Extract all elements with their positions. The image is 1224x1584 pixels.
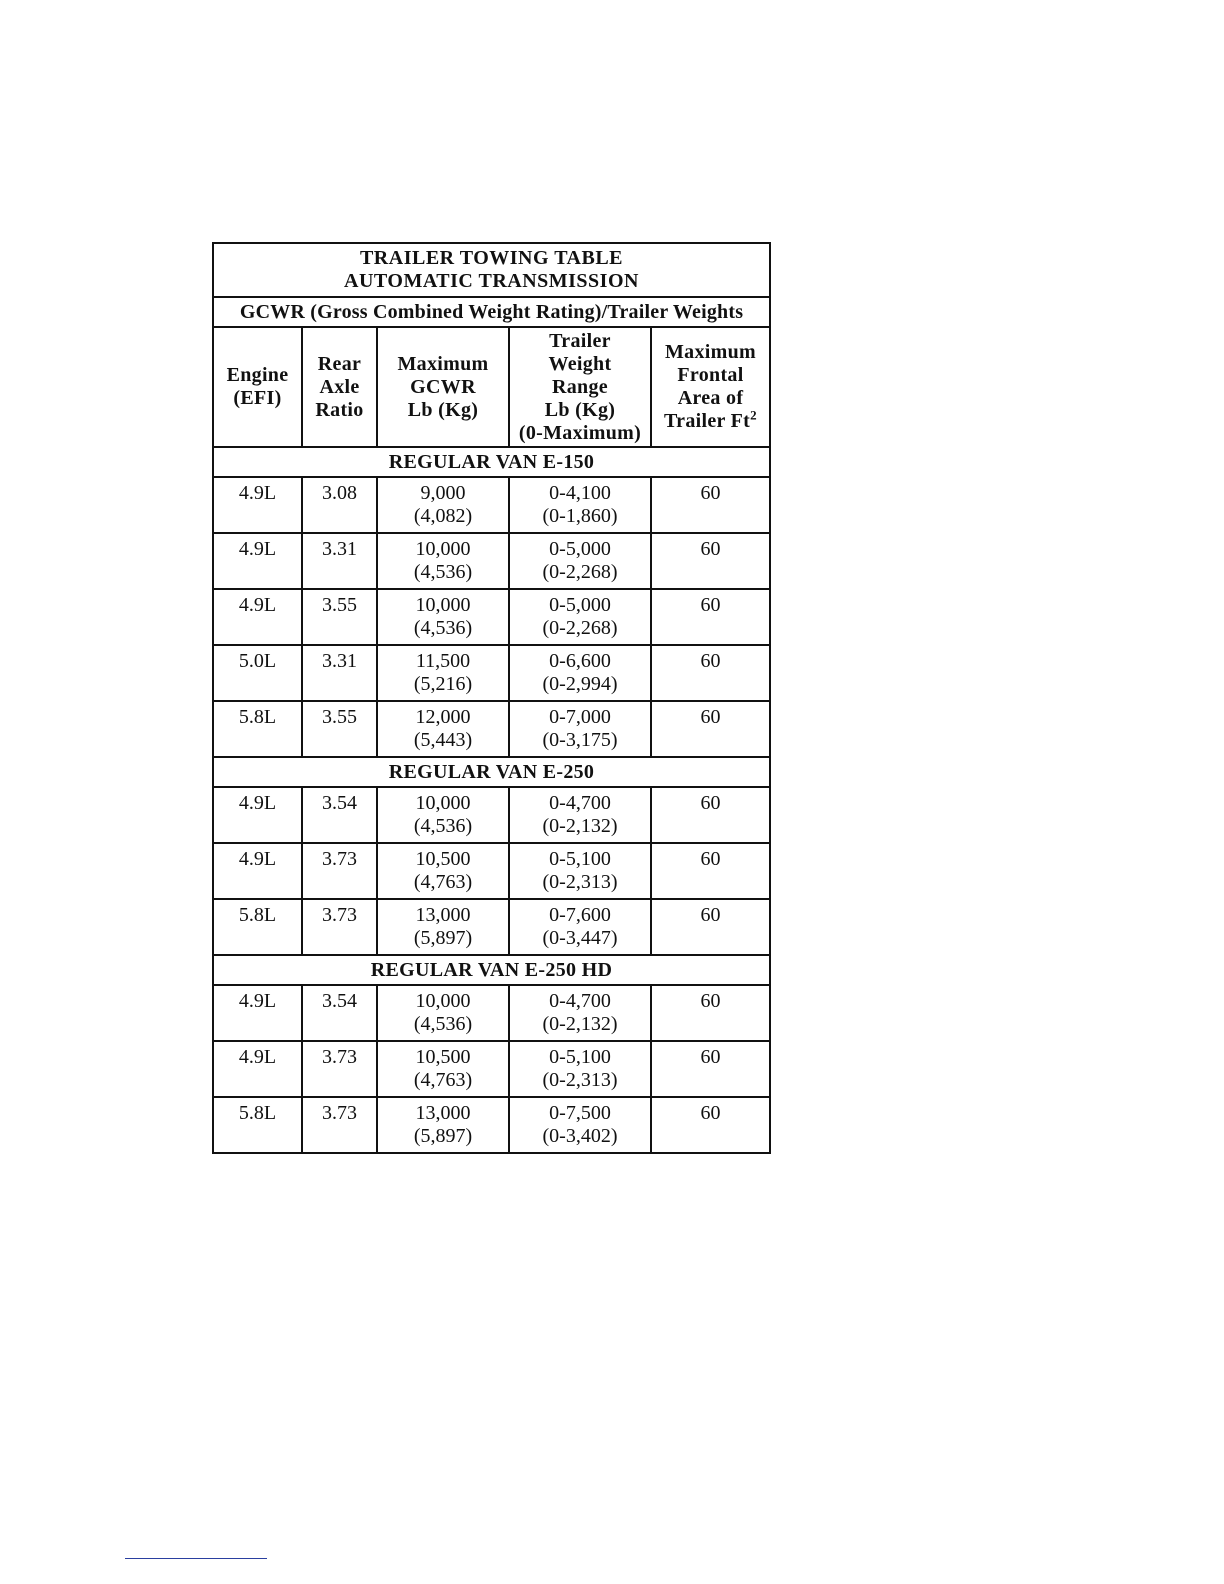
max-gcwr-cell-gcwr-lb: 13,000 xyxy=(415,904,471,926)
table-row xyxy=(213,1041,770,1097)
footnote-rule xyxy=(125,1558,267,1559)
max-gcwr-cell-gcwr-kg: (4,536) xyxy=(413,617,473,639)
max-gcwr-cell-gcwr-kg: (4,536) xyxy=(413,561,473,583)
max-gcwr-cell xyxy=(377,701,509,757)
max-gcwr-cell-gcwr-lb: 10,000 xyxy=(415,792,471,814)
engine-cell-engine: 5.8L xyxy=(238,706,277,728)
frontal-area-cell-frontal: 60 xyxy=(700,650,721,672)
trailer-weight-cell xyxy=(509,1097,651,1153)
trailer-weight-cell xyxy=(509,477,651,533)
axle-ratio-cell xyxy=(302,899,377,955)
axle-ratio-cell-axle: 3.54 xyxy=(322,990,357,1012)
engine-cell xyxy=(213,1097,302,1153)
max-gcwr-cell-gcwr-kg: (4,763) xyxy=(413,871,473,893)
frontal-area-cell xyxy=(651,985,770,1041)
trailer-weight-cell-trailer-lb: 0-4,100 xyxy=(549,482,611,504)
header-frontal-last: Trailer Ft xyxy=(664,410,751,432)
header-engine xyxy=(213,327,302,447)
engine-cell xyxy=(213,701,302,757)
engine-cell-engine: 4.9L xyxy=(238,538,277,560)
frontal-area-cell xyxy=(651,477,770,533)
frontal-area-cell-frontal: 60 xyxy=(700,594,721,616)
header-frontal-line: Frontal xyxy=(677,364,744,386)
table-row xyxy=(213,589,770,645)
frontal-area-cell xyxy=(651,701,770,757)
max-gcwr-cell-gcwr-lb: 10,500 xyxy=(415,1046,471,1068)
max-gcwr-cell-gcwr-lb: 10,000 xyxy=(415,990,471,1012)
max-gcwr-cell-gcwr-lb: 10,500 xyxy=(415,848,471,870)
axle-ratio-cell-axle: 3.54 xyxy=(322,792,357,814)
section-row xyxy=(213,757,770,787)
axle-ratio-cell-axle: 3.73 xyxy=(322,1046,357,1068)
frontal-area-cell xyxy=(651,843,770,899)
axle-ratio-cell-axle: 3.31 xyxy=(322,650,357,672)
frontal-area-cell xyxy=(651,645,770,701)
max-gcwr-cell-gcwr-kg: (4,763) xyxy=(413,1069,473,1091)
header-frontal-line: Maximum xyxy=(665,341,756,363)
trailer-weight-cell-trailer-lb: 0-7,600 xyxy=(549,904,611,926)
max-gcwr-cell-gcwr-kg: (5,216) xyxy=(413,673,473,695)
axle-ratio-cell xyxy=(302,1041,377,1097)
table-title-line-1: TRAILER TOWING TABLE xyxy=(359,247,624,269)
max-gcwr-cell xyxy=(377,843,509,899)
engine-cell xyxy=(213,589,302,645)
trailer-weight-cell xyxy=(509,533,651,589)
trailer-weight-cell-trailer-kg: (0-2,313) xyxy=(542,1069,618,1091)
frontal-area-cell xyxy=(651,1041,770,1097)
trailer-weight-cell xyxy=(509,645,651,701)
header-frontal-superscript: 2 xyxy=(750,407,757,423)
header-gcwr-line: Lb (Kg) xyxy=(407,398,479,421)
max-gcwr-cell xyxy=(377,533,509,589)
frontal-area-cell-frontal: 60 xyxy=(700,538,721,560)
trailer-weight-cell xyxy=(509,985,651,1041)
axle-ratio-cell-axle: 3.73 xyxy=(322,848,357,870)
table-row xyxy=(213,985,770,1041)
table-title-line-2: AUTOMATIC TRANSMISSION xyxy=(344,270,639,292)
header-trailer-weight xyxy=(509,327,651,447)
axle-ratio-cell xyxy=(302,843,377,899)
max-gcwr-cell xyxy=(377,589,509,645)
header-trailer-line: Trailer xyxy=(549,329,611,352)
trailer-towing-table xyxy=(212,242,771,1154)
axle-ratio-cell-axle: 3.55 xyxy=(322,706,357,728)
engine-cell-engine: 4.9L xyxy=(238,482,277,504)
max-gcwr-cell xyxy=(377,645,509,701)
table-row xyxy=(213,533,770,589)
max-gcwr-cell xyxy=(377,787,509,843)
section-row xyxy=(213,955,770,985)
table-row xyxy=(213,701,770,757)
engine-cell xyxy=(213,645,302,701)
trailer-weight-cell-trailer-kg: (0-2,132) xyxy=(542,815,618,837)
trailer-weight-cell-trailer-lb: 0-7,000 xyxy=(549,706,611,728)
table-row xyxy=(213,1097,770,1153)
max-gcwr-cell-gcwr-kg: (5,897) xyxy=(413,1125,473,1147)
header-gcwr-line: Maximum xyxy=(397,352,489,375)
trailer-weight-cell-trailer-lb: 0-5,100 xyxy=(549,1046,611,1068)
table-row xyxy=(213,899,770,955)
frontal-area-cell-frontal: 60 xyxy=(700,1102,721,1124)
title-row xyxy=(213,243,770,297)
table-row xyxy=(213,645,770,701)
axle-ratio-cell xyxy=(302,701,377,757)
frontal-area-cell-frontal: 60 xyxy=(700,792,721,814)
engine-cell xyxy=(213,533,302,589)
engine-cell xyxy=(213,787,302,843)
frontal-area-cell xyxy=(651,533,770,589)
trailer-weight-cell xyxy=(509,589,651,645)
header-gcwr-line: GCWR xyxy=(410,375,476,398)
trailer-weight-cell-trailer-kg: (0-2,268) xyxy=(542,617,618,639)
header-trailer-line: Lb (Kg) xyxy=(544,398,616,421)
engine-cell-engine: 4.9L xyxy=(238,848,277,870)
table-subtitle: GCWR (Gross Combined Weight Rating)/Trailer Weights xyxy=(213,297,770,327)
axle-ratio-cell xyxy=(302,589,377,645)
axle-ratio-cell xyxy=(302,1097,377,1153)
frontal-area-cell-frontal: 60 xyxy=(700,1046,721,1068)
trailer-weight-cell-trailer-lb: 0-5,100 xyxy=(549,848,611,870)
trailer-weight-cell-trailer-kg: (0-3,402) xyxy=(542,1125,618,1147)
max-gcwr-cell-gcwr-kg: (4,082) xyxy=(413,505,473,527)
trailer-weight-cell-trailer-kg: (0-1,860) xyxy=(542,505,618,527)
frontal-area-cell-frontal: 60 xyxy=(700,706,721,728)
max-gcwr-cell-gcwr-kg: (4,536) xyxy=(413,1013,473,1035)
trailer-weight-cell xyxy=(509,899,651,955)
max-gcwr-cell xyxy=(377,477,509,533)
header-engine-line: (EFI) xyxy=(233,387,282,409)
frontal-area-cell-frontal: 60 xyxy=(700,848,721,870)
max-gcwr-cell xyxy=(377,985,509,1041)
axle-ratio-cell-axle: 3.08 xyxy=(322,482,357,504)
header-gcwr xyxy=(377,327,509,447)
engine-cell-engine: 4.9L xyxy=(238,594,277,616)
table-title xyxy=(213,243,770,297)
trailer-weight-cell-trailer-kg: (0-3,447) xyxy=(542,927,618,949)
engine-cell-engine: 5.8L xyxy=(238,1102,277,1124)
frontal-area-cell-frontal: 60 xyxy=(700,482,721,504)
max-gcwr-cell-gcwr-kg: (5,897) xyxy=(413,927,473,949)
axle-ratio-cell-axle: 3.31 xyxy=(322,538,357,560)
engine-cell-engine: 5.8L xyxy=(238,904,277,926)
header-frontal-line: Area of xyxy=(677,387,744,409)
engine-cell-engine: 4.9L xyxy=(238,1046,277,1068)
frontal-area-cell-frontal: 60 xyxy=(700,904,721,926)
header-frontal-line xyxy=(652,407,769,433)
max-gcwr-cell-gcwr-lb: 12,000 xyxy=(415,706,471,728)
header-axle-line: Rear xyxy=(317,352,362,375)
header-trailer-line: Range xyxy=(552,375,608,398)
header-engine-line: Engine xyxy=(226,364,289,386)
trailer-weight-cell-trailer-kg: (0-2,313) xyxy=(542,871,618,893)
max-gcwr-cell-gcwr-lb: 10,000 xyxy=(415,538,471,560)
max-gcwr-cell xyxy=(377,899,509,955)
engine-cell-engine: 5.0L xyxy=(238,650,277,672)
section-title: REGULAR VAN E-150 xyxy=(213,447,770,477)
axle-ratio-cell xyxy=(302,533,377,589)
trailer-weight-cell-trailer-kg: (0-2,132) xyxy=(542,1013,618,1035)
max-gcwr-cell-gcwr-lb: 11,500 xyxy=(415,650,471,672)
axle-ratio-cell-axle: 3.55 xyxy=(322,594,357,616)
max-gcwr-cell-gcwr-lb: 10,000 xyxy=(415,594,471,616)
header-row xyxy=(213,327,770,447)
axle-ratio-cell xyxy=(302,645,377,701)
trailer-weight-cell-trailer-kg: (0-2,994) xyxy=(542,673,618,695)
max-gcwr-cell-gcwr-kg: (4,536) xyxy=(413,815,473,837)
header-frontal-area xyxy=(651,327,770,447)
trailer-weight-cell xyxy=(509,701,651,757)
table-row xyxy=(213,477,770,533)
axle-ratio-cell-axle: 3.73 xyxy=(322,1102,357,1124)
axle-ratio-cell xyxy=(302,787,377,843)
frontal-area-cell xyxy=(651,589,770,645)
trailer-weight-cell-trailer-lb: 0-5,000 xyxy=(549,594,611,616)
section-title: REGULAR VAN E-250 HD xyxy=(213,955,770,985)
trailer-weight-cell-trailer-lb: 0-4,700 xyxy=(549,792,611,814)
engine-cell-engine: 4.9L xyxy=(238,792,277,814)
table-body xyxy=(213,243,770,1153)
axle-ratio-cell-axle: 3.73 xyxy=(322,904,357,926)
trailer-weight-cell-trailer-kg: (0-2,268) xyxy=(542,561,618,583)
max-gcwr-cell xyxy=(377,1097,509,1153)
frontal-area-cell xyxy=(651,899,770,955)
subtitle-row xyxy=(213,297,770,327)
engine-cell xyxy=(213,843,302,899)
header-trailer-line: Weight xyxy=(548,352,612,375)
max-gcwr-cell xyxy=(377,1041,509,1097)
max-gcwr-cell-gcwr-lb: 13,000 xyxy=(415,1102,471,1124)
engine-cell xyxy=(213,477,302,533)
trailer-weight-cell-trailer-lb: 0-5,000 xyxy=(549,538,611,560)
frontal-area-cell-frontal: 60 xyxy=(700,990,721,1012)
axle-ratio-cell xyxy=(302,985,377,1041)
axle-ratio-cell xyxy=(302,477,377,533)
header-axle-line: Axle xyxy=(319,375,360,398)
engine-cell xyxy=(213,1041,302,1097)
section-title: REGULAR VAN E-250 xyxy=(213,757,770,787)
engine-cell-engine: 4.9L xyxy=(238,990,277,1012)
frontal-area-cell xyxy=(651,1097,770,1153)
trailer-weight-cell xyxy=(509,1041,651,1097)
header-trailer-line: (0-Maximum) xyxy=(518,421,642,444)
table-row xyxy=(213,843,770,899)
max-gcwr-cell-gcwr-kg: (5,443) xyxy=(413,729,473,751)
engine-cell xyxy=(213,899,302,955)
section-row xyxy=(213,447,770,477)
header-axle-line: Ratio xyxy=(315,398,364,421)
trailer-weight-cell xyxy=(509,787,651,843)
trailer-weight-cell-trailer-lb: 0-6,600 xyxy=(549,650,611,672)
trailer-weight-cell-trailer-lb: 0-4,700 xyxy=(549,990,611,1012)
engine-cell xyxy=(213,985,302,1041)
frontal-area-cell xyxy=(651,787,770,843)
trailer-weight-cell-trailer-lb: 0-7,500 xyxy=(549,1102,611,1124)
header-axle xyxy=(302,327,377,447)
trailer-weight-cell xyxy=(509,843,651,899)
table-row xyxy=(213,787,770,843)
max-gcwr-cell-gcwr-lb: 9,000 xyxy=(420,482,466,504)
trailer-weight-cell-trailer-kg: (0-3,175) xyxy=(542,729,618,751)
